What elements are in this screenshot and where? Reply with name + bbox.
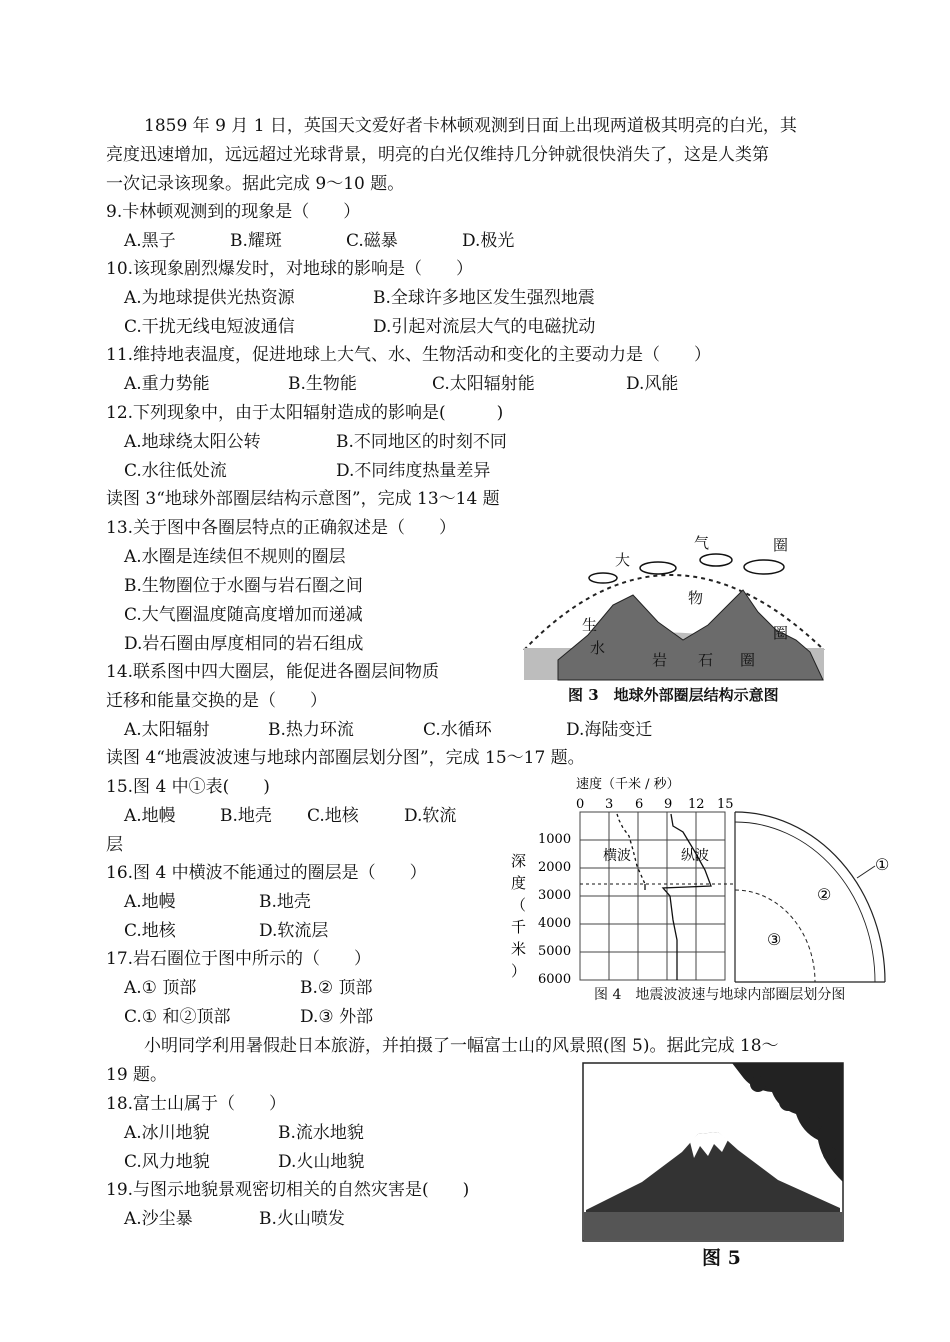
q9-option-c: C.磁暴 [346,231,398,251]
x-tick-0: 0 [576,797,585,812]
q17-option-b: B.② 顶部 [300,978,373,998]
q13-option-b: B.生物圈位于水圈与岩石圈之间 [124,576,363,596]
q17-option-c: C.① 和②顶部 [124,1007,231,1027]
q15-stem: 15.图 4 中①表( ) [106,777,270,797]
q14-option-d: D.海陆变迁 [566,720,653,740]
marker-3: ③ [767,930,782,949]
marker-1-leader [857,866,875,878]
intro2-line-2: 19 题。 [106,1065,168,1085]
q9-option-d: D.极光 [462,231,515,251]
moho-arc [735,822,875,982]
q14-option-a: A.太阳辐射 [124,720,210,740]
q9-option-b: B.耀斑 [230,231,282,251]
y-tick-2000: 2000 [538,860,572,875]
q13-option-d: D.岩石圈由厚度相同的岩石组成 [124,634,364,654]
longitudinal-wave-label: 纵波 [681,848,709,864]
q16-option-c: C.地核 [124,921,176,941]
figure-4-seismic-waves [505,770,905,1005]
x-tick-12: 12 [688,797,705,812]
q14-option-b: B.热力环流 [268,720,354,740]
q14-stem-2: 迁移和能量交换的是（ ） [106,691,327,711]
q17-stem: 17.岩石圈位于图中所示的（ ） [106,949,372,969]
q15-option-d-wrap: 层 [106,835,123,855]
label-shui: 水 [590,639,606,657]
q13-option-a: A.水圈是连续但不规则的圈层 [124,547,346,567]
y-tick-4000: 4000 [538,916,572,931]
q10-option-c: C.干扰无线电短波通信 [124,317,295,337]
q10-option-b: B.全球许多地区发生强烈地震 [373,288,595,308]
q16-option-d: D.软流层 [259,921,329,941]
q18-option-d: D.火山地貌 [278,1152,365,1172]
crust-arc [735,812,885,982]
q16-option-b: B.地壳 [259,892,311,912]
x-tick-3: 3 [605,797,614,812]
q10-option-d: D.引起对流层大气的电磁扰动 [373,317,596,337]
label-shi: 石 [698,651,714,669]
label-quan-right: 圈 [773,624,789,642]
intro2-line-1: 小明同学利用暑假赴日本旅游，并拍摄了一幅富士山的风景照(图 5)。据此完成 18～ [144,1036,779,1056]
intro-line-3: 一次记录该现象。据此完成 9～10 题。 [106,174,405,194]
q15-option-b: B.地壳 [220,806,272,826]
x-tick-9: 9 [664,797,673,812]
q17-option-a: A.① 顶部 [124,978,197,998]
depth-char-2: 度 [511,874,527,892]
leaf-cluster-1 [750,1076,766,1092]
q18-stem: 18.富士山属于（ ） [106,1094,287,1114]
cloud-1 [589,573,617,583]
q13-option-c: C.大气圈温度随高度增加而递减 [124,605,363,625]
x-tick-15: 15 [717,797,734,812]
figure-4-caption: 图 4 地震波波速与地球内部圈层划分图 [594,987,846,1003]
label-qi: 气 [694,534,710,552]
depth-char-1: 深 [511,852,527,870]
depth-char-6: ） [511,962,527,980]
label-yan: 岩 [652,651,668,669]
q11-option-c: C.太阳辐射能 [432,374,535,394]
label-wu: 物 [688,589,704,607]
q18-option-c: C.风力地貌 [124,1152,210,1172]
grid [580,812,725,980]
q9-option-a: A.黑子 [124,231,176,251]
label-da: 大 [615,551,631,569]
q12-option-d: D.不同纬度热量差异 [336,461,491,481]
y-tick-6000: 6000 [538,972,572,987]
longitudinal-wave-curve [663,814,711,980]
depth-char-3: （ [511,896,527,914]
q12-stem: 12.下列现象中，由于太阳辐射造成的影响是( ) [106,403,504,423]
cloud-4 [744,560,784,574]
y-tick-5000: 5000 [538,944,572,959]
forest-foreground [584,1212,842,1240]
read-fig4-instruction: 读图 4“地震波波速与地球内部圈层划分图”，完成 15～17 题。 [106,748,585,768]
x-tick-6: 6 [635,797,644,812]
q9-stem: 9.卡林顿观测到的现象是（ ） [106,202,361,222]
q19-option-b: B.火山喷发 [259,1209,345,1229]
intro-line-2: 亮度迅速增加，远远超过光球背景，明亮的白光仅维持几分钟就很快消失了，这是人类第 [106,145,769,165]
q19-stem: 19.与图示地貌景观密切相关的自然灾害是( ) [106,1180,470,1200]
label-quan-bottom: 圈 [740,651,756,669]
intro-line-1: 1859 年 9 月 1 日，英国天文爱好者卡林顿观测到日面上出现两道极其明亮的白光，其 [144,116,797,136]
transverse-wave-label: 横波 [603,848,631,864]
y-tick-3000: 3000 [538,888,572,903]
figure-5-caption: 图 5 [702,1247,741,1269]
q18-option-b: B.流水地貌 [278,1123,364,1143]
speed-axis-label: 速度（千米 / 秒） [576,777,680,792]
q17-option-d: D.③ 外部 [300,1007,374,1027]
figure-5-mount-fuji [582,1062,844,1242]
read-fig3-instruction: 读图 3“地球外部圈层结构示意图”，完成 13～14 题 [106,489,500,509]
leaf-cluster-2 [779,1093,797,1111]
leaf-cluster-3 [806,1116,822,1132]
q12-option-c: C.水往低处流 [124,461,227,481]
q16-option-a: A.地幔 [124,892,176,912]
marker-1: ① [875,855,890,874]
q11-stem: 11.维持地表温度，促进地球上大气、水、生物活动和变化的主要动力是（ ） [106,345,712,365]
q19-option-a: A.沙尘暴 [124,1209,193,1229]
q10-option-a: A.为地球提供光热资源 [124,288,295,308]
q11-option-d: D.风能 [626,374,679,394]
figure-3-caption: 图 3 地球外部圈层结构示意图 [568,686,779,704]
q15-option-c: C.地核 [307,806,359,826]
label-sheng: 生 [582,616,598,634]
q10-stem: 10.该现象剧烈爆发时，对地球的影响是（ ） [106,259,474,279]
cloud-2 [640,562,676,574]
depth-char-4: 千 [511,918,527,936]
marker-2: ② [817,885,832,904]
label-quan-top: 圈 [773,536,789,554]
q14-option-c: C.水循环 [423,720,492,740]
q15-option-d: D.软流 [404,806,457,826]
q11-option-b: B.生物能 [288,374,357,394]
cloud-3 [700,554,732,566]
q13-stem: 13.关于图中各圈层特点的正确叙述是（ ） [106,518,457,538]
y-tick-1000: 1000 [538,832,572,847]
q18-option-a: A.冰川地貌 [124,1123,210,1143]
depth-char-5: 米 [511,940,527,958]
leaf-cluster-4 [823,1147,837,1161]
q11-option-a: A.重力势能 [124,374,210,394]
q15-option-a: A.地幔 [124,806,176,826]
q12-option-a: A.地球绕太阳公转 [124,432,261,452]
q14-stem-1: 14.联系图中四大圈层，能促进各圈层间物质 [106,662,440,682]
q12-option-b: B.不同地区的时刻不同 [336,432,507,452]
q16-stem: 16.图 4 中横波不能通过的圈层是（ ） [106,863,427,883]
